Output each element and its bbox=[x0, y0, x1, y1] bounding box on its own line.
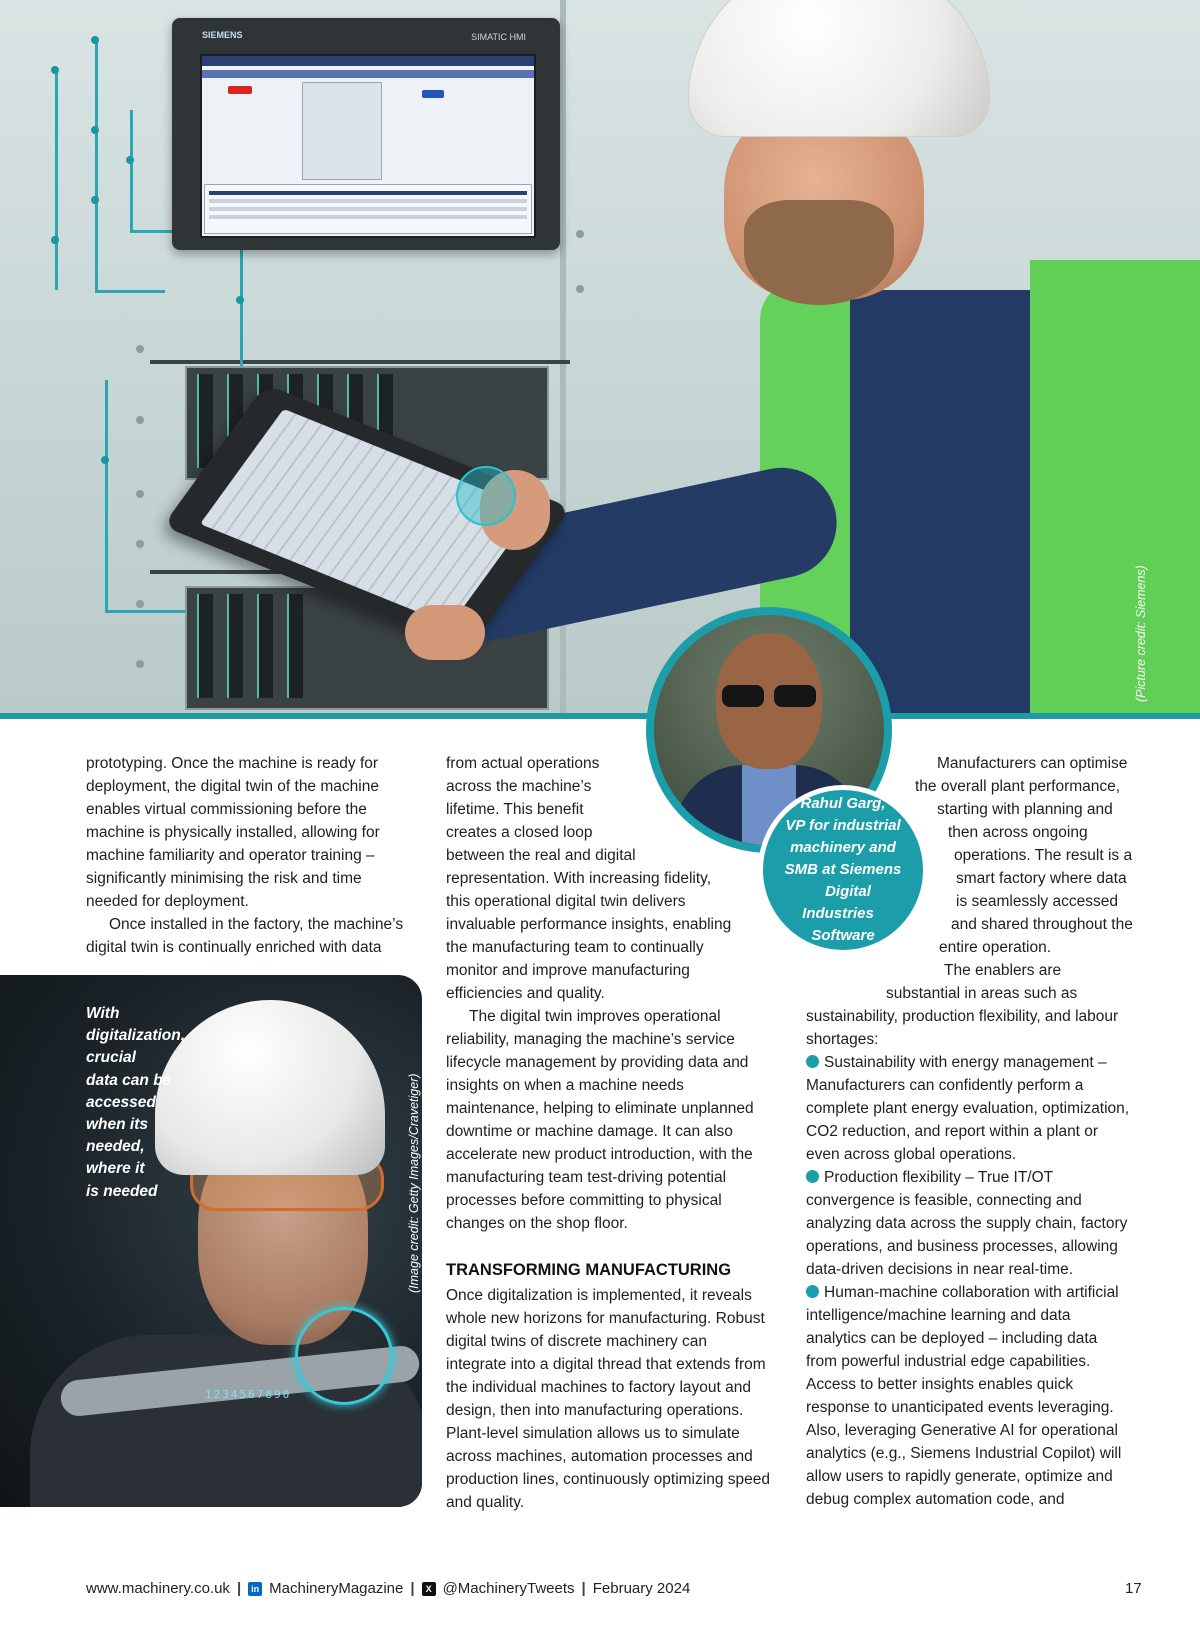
column-2-text-continued bbox=[446, 1284, 770, 1514]
hmi-status-button bbox=[422, 90, 444, 98]
text-line: even across global operations. bbox=[806, 1146, 1017, 1163]
circuit-node bbox=[101, 456, 109, 464]
hmi-alarm-table bbox=[204, 184, 532, 234]
rack-module bbox=[197, 374, 213, 468]
column-3-text bbox=[806, 752, 1140, 1005]
text-line: starting with planning and bbox=[937, 801, 1113, 818]
text-line: deployment, the digital twin of the machine bbox=[86, 778, 379, 795]
din-rail bbox=[150, 360, 570, 364]
worker-hand bbox=[405, 605, 485, 660]
inset-pull-quote bbox=[86, 1003, 196, 1203]
text-line: enables virtual commissioning before the bbox=[86, 801, 367, 818]
text-line: machine familiarity and operator training – bbox=[86, 847, 375, 864]
bullet-line bbox=[806, 1281, 1129, 1304]
text-line: allow users to rapidly generate, optimize and bbox=[806, 1468, 1113, 1485]
cabinet-bolt bbox=[136, 540, 144, 548]
text-line: machine is physically installed, allowing for bbox=[86, 824, 380, 841]
circuit-trace bbox=[95, 40, 98, 290]
text-line: from powerful industrial edge capabilities. bbox=[806, 1353, 1091, 1370]
text-line: CO2 reduction, and report within a plant or bbox=[806, 1123, 1099, 1140]
picture-credit bbox=[1126, 560, 1146, 710]
quote-line: where it bbox=[86, 1160, 145, 1178]
text-line: from actual operations bbox=[446, 755, 600, 772]
circuit-trace bbox=[95, 290, 165, 293]
hmi-brand-label: SIEMENS bbox=[202, 30, 243, 40]
text-line: between the real and digital bbox=[446, 847, 636, 864]
bullet-icon bbox=[806, 1055, 819, 1068]
quote-line: needed, bbox=[86, 1138, 145, 1156]
quote-line: digitalization, bbox=[86, 1027, 186, 1045]
text-line: substantial in areas such as bbox=[886, 985, 1078, 1002]
text-line: convergence is feasible, connecting and bbox=[806, 1192, 1082, 1209]
text-line: analyzing data across the supply chain, factory bbox=[806, 1215, 1128, 1232]
cabinet-bolt bbox=[136, 600, 144, 608]
text-line: entire operation. bbox=[939, 939, 1052, 956]
circuit-trace bbox=[130, 110, 133, 230]
quote-line: accessed bbox=[86, 1093, 156, 1111]
circuit-trace bbox=[55, 70, 58, 290]
text-line: Manufacturers can confidently perform a bbox=[806, 1077, 1084, 1094]
rack-module bbox=[227, 594, 243, 698]
text-line: and quality. bbox=[446, 1494, 525, 1511]
caption-line: Software bbox=[811, 927, 875, 944]
x-link[interactable]: @MachineryTweets bbox=[442, 1580, 575, 1597]
quote-line: is needed bbox=[86, 1182, 158, 1200]
quote-line: data can be bbox=[86, 1071, 172, 1089]
text-line: changes on the shop floor. bbox=[446, 1215, 628, 1232]
text-line: The enablers are bbox=[944, 962, 1062, 979]
bullet-text: Production flexibility – True IT/OT bbox=[824, 1169, 1054, 1186]
text-line: reliability, managing the machine’s service bbox=[446, 1031, 735, 1048]
hmi-table-header bbox=[209, 191, 527, 195]
text-line: smart factory where data bbox=[956, 870, 1127, 887]
hmi-nav-bar bbox=[202, 70, 534, 78]
image-credit bbox=[400, 1073, 421, 1300]
text-line: whole new horizons for manufacturing. Robust bbox=[446, 1310, 765, 1327]
text-line: prototyping. Once the machine is ready for bbox=[86, 755, 379, 772]
text-line: efficiencies and quality. bbox=[446, 985, 605, 1002]
x-icon[interactable]: X bbox=[422, 1582, 436, 1596]
page-footer bbox=[86, 1580, 690, 1597]
rack-module bbox=[257, 594, 273, 698]
hmi-detail-panel bbox=[302, 82, 382, 180]
quote-line: With bbox=[86, 1005, 120, 1022]
quote-line: crucial bbox=[86, 1049, 136, 1067]
text-line: analytics (e.g., Siemens Industrial Copilot) will bbox=[806, 1445, 1122, 1462]
cabinet-bolt bbox=[136, 490, 144, 498]
glasses-icon bbox=[720, 685, 818, 709]
text-line: monitor and improve manufacturing bbox=[446, 962, 690, 979]
bullet-line bbox=[806, 1051, 1129, 1074]
text-line: design, then into manufacturing operations. bbox=[446, 1402, 744, 1419]
glasses-lens bbox=[774, 685, 816, 707]
text-line: Once digitalization is implemented, it reveals bbox=[446, 1287, 752, 1304]
circuit-node bbox=[51, 236, 59, 244]
hmi-top-bar bbox=[202, 56, 534, 66]
text-line: across machines, automation processes and bbox=[446, 1448, 753, 1465]
text-line: processes before committing to physical bbox=[446, 1192, 722, 1209]
circuit-node bbox=[91, 196, 99, 204]
text-line: shortages: bbox=[806, 1031, 879, 1048]
touch-highlight-icon bbox=[456, 466, 516, 526]
hmi-alarm-button bbox=[228, 86, 252, 94]
text-line: Manufacturers can optimise bbox=[937, 755, 1128, 772]
text-line: representation. With increasing fidelity, bbox=[446, 870, 712, 887]
text-line: Plant-level simulation allows us to simulate bbox=[446, 1425, 740, 1442]
text-line: is seamlessly accessed bbox=[956, 893, 1118, 910]
rack-module bbox=[197, 594, 213, 698]
text-line: the manufacturing team to continually bbox=[446, 939, 704, 956]
text-line: operations. The result is a bbox=[954, 847, 1133, 864]
bullet-icon bbox=[806, 1285, 819, 1298]
text-line: analytics can be deployed – including data bbox=[806, 1330, 1098, 1347]
caption-line: Digital Industries bbox=[802, 883, 874, 922]
issue-date: February 2024 bbox=[592, 1580, 691, 1597]
text-line: Access to better insights enables quick bbox=[806, 1376, 1074, 1393]
text-line: operations, and business processes, allowing bbox=[806, 1238, 1118, 1255]
glasses-lens bbox=[722, 685, 764, 707]
hmi-table-row bbox=[209, 199, 527, 203]
footer-separator: | bbox=[236, 1580, 242, 1597]
website-link[interactable]: www.machinery.co.uk bbox=[86, 1580, 230, 1597]
caption-line: VP for industrial bbox=[785, 817, 901, 834]
rack-module bbox=[287, 594, 303, 698]
image-credit-text: (Image credit: Getty Images/Cravetiger) bbox=[407, 1073, 421, 1293]
cabinet-bolt bbox=[576, 230, 584, 238]
hmi-screen bbox=[200, 54, 536, 238]
caption-line: machinery and bbox=[790, 839, 896, 856]
text-line: digital twin is continually enriched with data bbox=[86, 939, 382, 956]
page-number: 17 bbox=[1125, 1580, 1142, 1597]
text-line: significantly minimising the risk and time bbox=[86, 870, 362, 887]
text-line: The digital twin improves operational bbox=[469, 1008, 721, 1025]
text-line: intelligence/machine learning and data bbox=[806, 1307, 1071, 1324]
cabinet-bolt bbox=[136, 345, 144, 353]
inset-photo bbox=[0, 975, 422, 1507]
text-line: downtime or machine damage. It can also bbox=[446, 1123, 733, 1140]
text-line: invaluable performance insights, enabling bbox=[446, 916, 732, 933]
text-line: response to unanticipated events leveraging. bbox=[806, 1399, 1114, 1416]
bullet-icon bbox=[806, 1170, 819, 1183]
text-line: then across ongoing bbox=[948, 824, 1088, 841]
circuit-trace bbox=[130, 230, 175, 233]
circuit-node bbox=[91, 126, 99, 134]
section-heading: TRANSFORMING MANUFACTURING bbox=[446, 1261, 732, 1279]
linkedin-link[interactable]: MachineryMagazine bbox=[269, 1580, 404, 1597]
text-line: across the machine’s bbox=[446, 778, 592, 795]
hud-digits: 1234567890 bbox=[205, 1388, 292, 1401]
text-line: sustainability, production flexibility, and labour bbox=[806, 1008, 1119, 1025]
text-line: the individual machines to factory layout and bbox=[446, 1379, 752, 1396]
text-line: insights on when a machine needs bbox=[446, 1077, 684, 1094]
hard-hat bbox=[688, 0, 990, 137]
linkedin-icon[interactable]: in bbox=[248, 1582, 262, 1596]
circuit-node bbox=[126, 156, 134, 164]
text-line: debug complex automation code, and bbox=[806, 1491, 1065, 1508]
circuit-trace bbox=[105, 380, 108, 610]
caption-line: SMB at Siemens bbox=[784, 861, 902, 878]
cabinet-bolt bbox=[136, 416, 144, 424]
worker-beard bbox=[744, 200, 894, 305]
bullet-text: Sustainability with energy management – bbox=[824, 1054, 1107, 1071]
hud-ring-icon bbox=[295, 1307, 393, 1405]
text-line: accelerate new product introduction, with the bbox=[446, 1146, 753, 1163]
text-line: and shared throughout the bbox=[951, 916, 1133, 933]
text-line: maintenance, helping to eliminate unplanned bbox=[446, 1100, 754, 1117]
caption-line: Rahul Garg, bbox=[800, 795, 886, 812]
text-line: this operational digital twin delivers bbox=[446, 893, 686, 910]
hmi-model-label: SIMATIC HMI bbox=[471, 32, 526, 42]
cabinet-bolt bbox=[576, 285, 584, 293]
text-line: integrate into a digital thread that extends from bbox=[446, 1356, 766, 1373]
hmi-table-row bbox=[209, 215, 527, 219]
circuit-node bbox=[236, 296, 244, 304]
footer-separator: | bbox=[581, 1580, 586, 1597]
text-line: needed for deployment. bbox=[86, 893, 249, 910]
text-line: creates a closed loop bbox=[446, 824, 593, 841]
text-line: the overall plant performance, bbox=[915, 778, 1121, 795]
column-3-text-continued bbox=[806, 1005, 1129, 1511]
text-line: lifetime. This benefit bbox=[446, 801, 584, 818]
footer-separator: | bbox=[410, 1580, 415, 1597]
bullet-text: Human-machine collaboration with artificial bbox=[824, 1284, 1119, 1301]
worker-vest-right bbox=[1030, 260, 1200, 716]
hmi-table-row bbox=[209, 207, 527, 211]
picture-credit-text: (Picture credit: Siemens) bbox=[1134, 565, 1148, 702]
text-line: manufacturing team test-driving potential bbox=[446, 1169, 727, 1186]
circuit-trace bbox=[240, 240, 243, 370]
hero-accent-band bbox=[0, 713, 1200, 719]
text-line: digital twins of discrete machinery can bbox=[446, 1333, 708, 1350]
text-line: data-driven decisions in near real-time. bbox=[806, 1261, 1074, 1278]
circuit-node bbox=[91, 36, 99, 44]
text-line: complete plant energy evaluation, optimization, bbox=[806, 1100, 1130, 1117]
text-line: Once installed in the factory, the machine’s bbox=[109, 916, 404, 933]
circuit-node bbox=[51, 66, 59, 74]
column-1-text bbox=[86, 752, 403, 959]
text-line: production lines, continuously optimizing speed bbox=[446, 1471, 770, 1488]
hmi-panel bbox=[172, 18, 560, 250]
text-line: lifecycle management by providing data and bbox=[446, 1054, 749, 1071]
bullet-line bbox=[806, 1166, 1129, 1189]
cabinet-bolt bbox=[136, 660, 144, 668]
text-line: Also, leveraging Generative AI for operational bbox=[806, 1422, 1118, 1439]
column-2-text bbox=[446, 752, 754, 1235]
quote-line: when its bbox=[86, 1116, 149, 1134]
hero-photo bbox=[0, 0, 1200, 716]
